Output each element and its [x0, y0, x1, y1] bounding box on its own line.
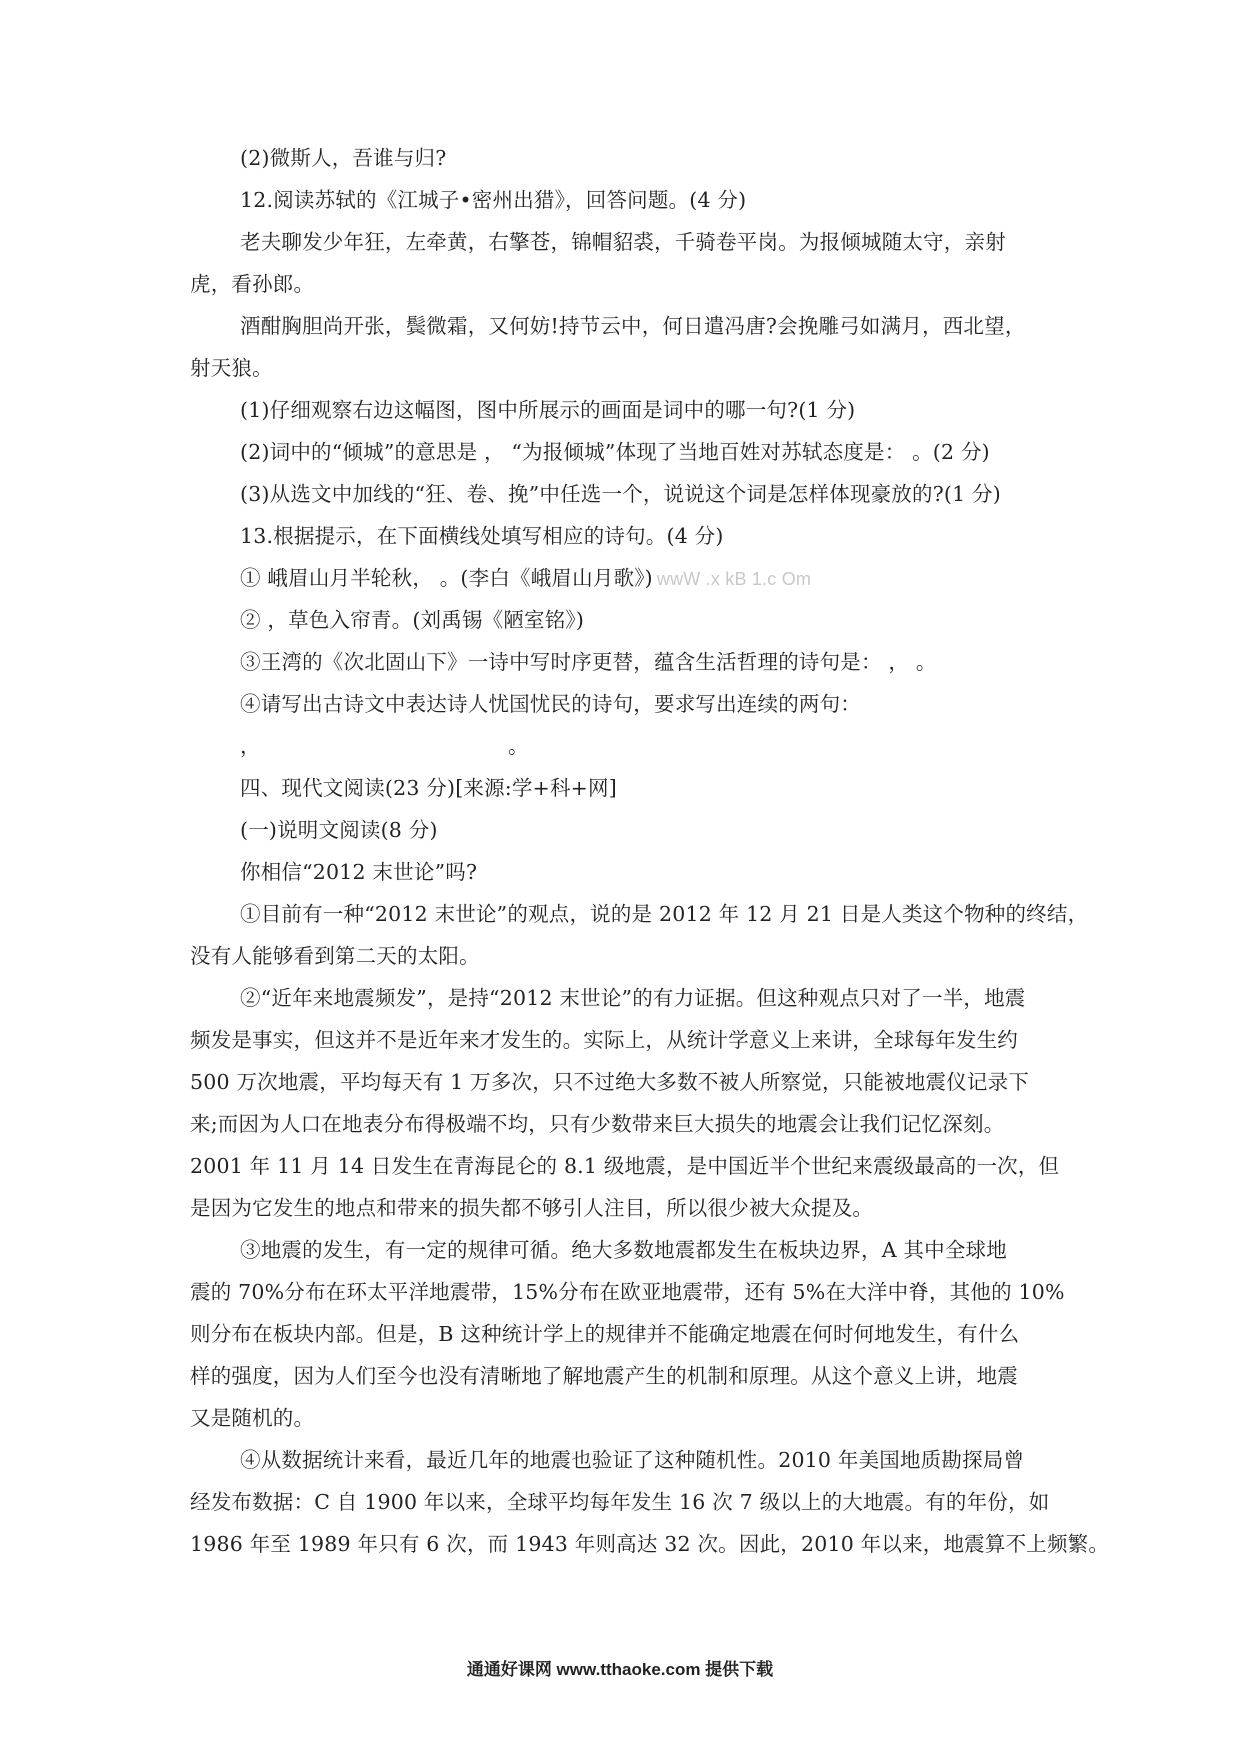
fill-blank-item — [240, 563, 811, 594]
question-13-heading: 13.根据提示，在下面横线处填写相应的诗句。(4 分) — [240, 524, 724, 548]
paragraph-line: ③地震的发生，有一定的规律可循。绝大多数地震都发生在板块边界，A 其中全球地 — [240, 1238, 1007, 1262]
section-heading: 四、现代文阅读(23 分)[来源:学+科+网] — [240, 776, 617, 800]
sub-question: (3)从选文中加线的“狂、卷、挽”中任选一个，说说这个词是怎样体现豪放的?(1 分) — [240, 482, 1001, 506]
blank-comma: ， — [240, 734, 261, 758]
question-12-heading: 12.阅读苏轼的《江城子•密州出猎》，回答问题。(4 分) — [240, 188, 747, 212]
fill-blank-item: ④请写出古诗文中表达诗人忧国忧民的诗句，要求写出连续的两句： — [240, 692, 861, 716]
paragraph-line: 来;而因为人口在地表分布得极端不均，只有少数带来巨大损失的地震会让我们记忆深刻。 — [190, 1112, 1005, 1136]
paragraph-line: ①目前有一种“2012 末世论”的观点，说的是 2012 年 12 月 21 日是人类这个物种的终结， — [240, 902, 1089, 926]
paragraph-line: 频发是事实，但这并不是近年来才发生的。实际上，从统计学意义上来讲，全球每年发生约 — [190, 1028, 1018, 1052]
poem-line: 虎，看孙郎。 — [190, 272, 315, 296]
watermark: wwW .x kB 1.c Om — [656, 569, 812, 589]
paragraph-line: ②“近年来地震频发”，是持“2012 末世论”的有力证据。但这种观点只对了一半，地震 — [240, 986, 1026, 1010]
page-footer: 通通好课网 www.tthaoke.com 提供下载 — [466, 1660, 774, 1679]
fill-blank-text: ① 峨眉山月半轮秋， 。(李白《峨眉山月歌》) — [240, 566, 653, 590]
sub-question: (2)词中的“倾城”的意思是 ， “为报倾城”体现了当地百姓对苏轼态度是： 。(2 分) — [240, 440, 990, 464]
paragraph-line: 是因为它发生的地点和带来的损失都不够引人注目，所以很少被大众提及。 — [190, 1196, 874, 1220]
blank-period: 。 — [508, 734, 529, 758]
poem-line: 射天狼。 — [190, 356, 273, 380]
paragraph-line: 则分布在板块内部。但是，B 这种统计学上的规律并不能确定地震在何时何地发生，有什么 — [190, 1322, 1020, 1346]
paragraph-line: 1986 年至 1989 年只有 6 次，而 1943 年则高达 32 次。因此，2010 年以来，地震算不上频繁。 — [190, 1532, 1110, 1556]
paragraph-line: ④从数据统计来看，最近几年的地震也验证了这种随机性。2010 年美国地质勘探局曾 — [240, 1448, 1025, 1472]
paragraph-line: 又是随机的。 — [190, 1406, 315, 1430]
article-title: 你相信“2012 末世论”吗? — [240, 860, 478, 884]
paragraph-line: 没有人能够看到第二天的太阳。 — [190, 944, 480, 968]
sub-question: (1)仔细观察右边这幅图，图中所展示的画面是词中的哪一句?(1 分) — [240, 398, 856, 422]
paragraph-line: 500 万次地震，平均每天有 1 万多次，只不过绝大多数不被人所察觉，只能被地震仪记录下 — [190, 1070, 1030, 1094]
poem-line: 老夫聊发少年狂，左牵黄，右擎苍，锦帽貂裘，千骑卷平岗。为报倾城随太守，亲射 — [240, 230, 1006, 254]
paragraph-line: 样的强度，因为人们至今也没有清晰地了解地震产生的机制和原理。从这个意义上讲，地震 — [190, 1364, 1018, 1388]
fill-blank-item: ② ，草色入帘青。(刘禹锡《陋室铭》) — [240, 608, 585, 632]
fill-blank-item: ③王湾的《次北固山下》一诗中写时序更替，蕴含生活哲理的诗句是： ， 。 — [240, 650, 937, 674]
poem-line: 酒酣胸胆尚开张，鬓微霜，又何妨!持节云中，何日遣冯唐?会挽雕弓如满月，西北望， — [240, 314, 1026, 338]
question-line: (2)微斯人，吾谁与归? — [240, 146, 447, 170]
paragraph-line: 经发布数据：C 自 1900 年以来，全球平均每年发生 16 次 7 级以上的大地震。有的年份，如 — [190, 1490, 1050, 1514]
paragraph-line: 震的 70%分布在环太平洋地震带，15%分布在欧亚地震带，还有 5%在大洋中脊，其他的 10% — [190, 1280, 1065, 1304]
paragraph-line: 2001 年 11 月 14 日发生在青海昆仑的 8.1 级地震，是中国近半个世纪来震级最高的一次，但 — [190, 1154, 1060, 1178]
sub-section-heading: (一)说明文阅读(8 分) — [240, 818, 438, 842]
